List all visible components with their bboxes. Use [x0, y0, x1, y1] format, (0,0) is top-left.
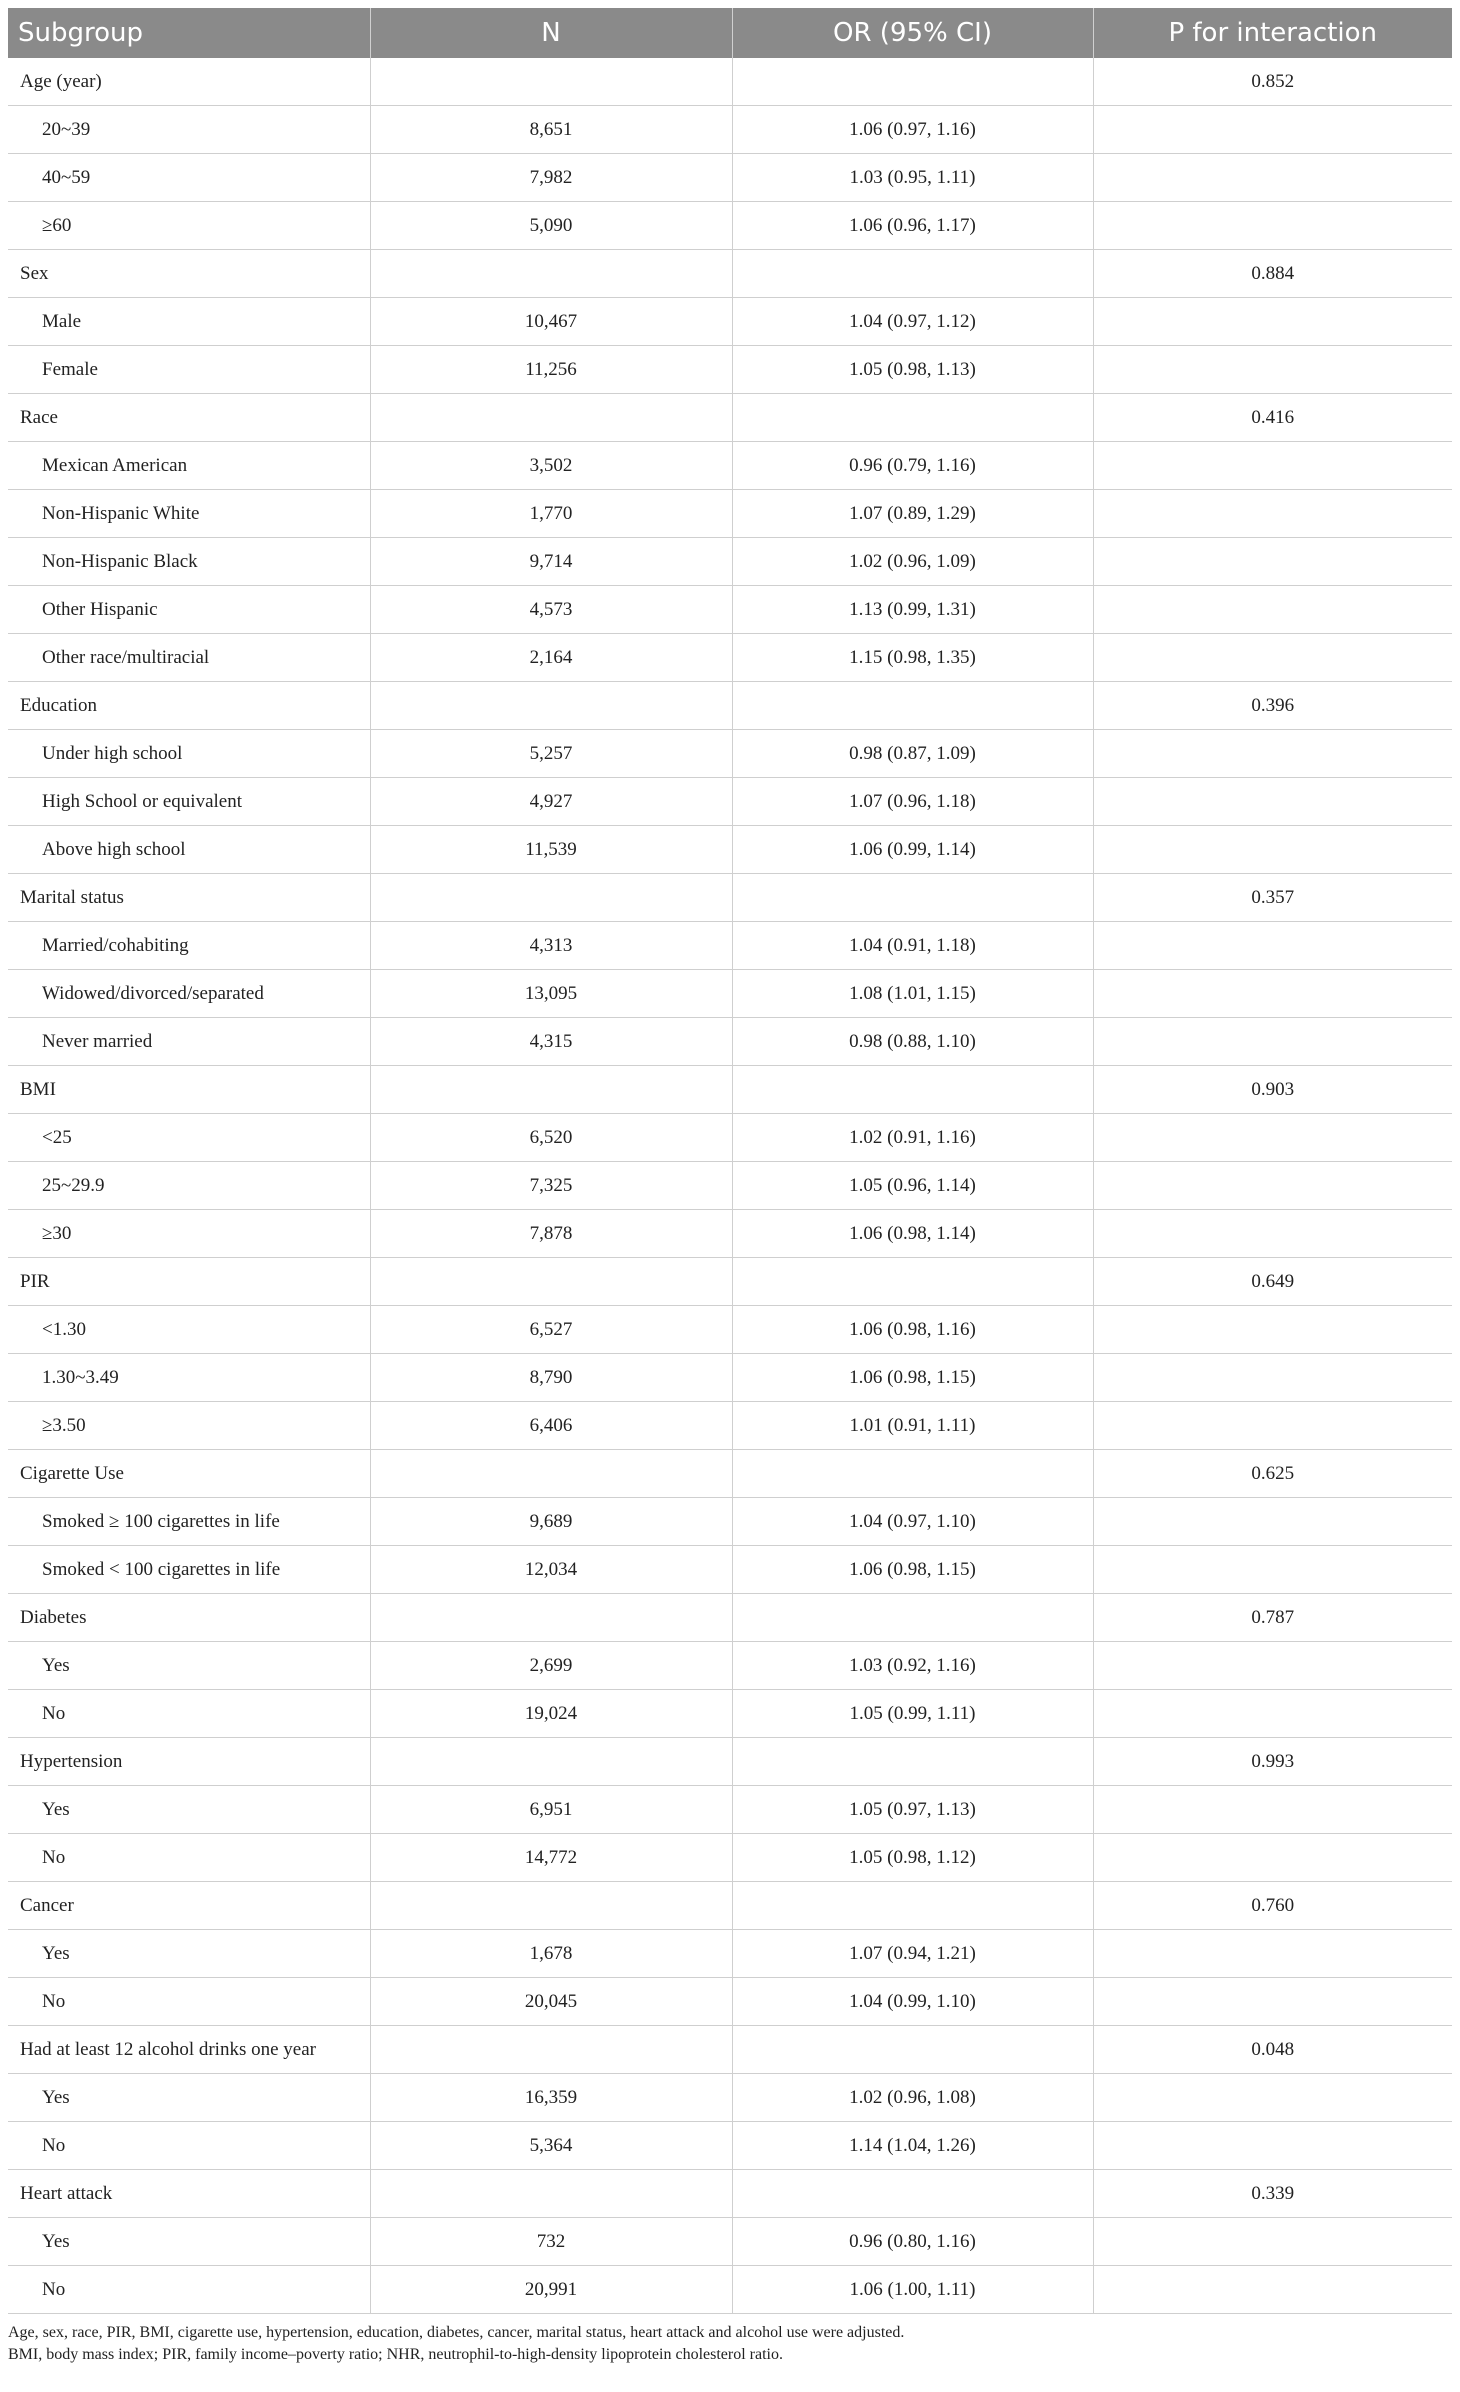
cell-n: 5,257 [370, 730, 732, 778]
table-row-subgroup [8, 586, 1452, 634]
cell-subgroup: Yes [8, 1930, 370, 1978]
cell-or-ci: 1.04 (0.91, 1.18) [732, 922, 1093, 970]
cell-n: 2,164 [370, 634, 732, 682]
cell-or-ci [732, 394, 1093, 442]
cell-p-interaction [1093, 1930, 1452, 1978]
cell-or-ci [732, 58, 1093, 106]
cell-subgroup: Under high school [8, 730, 370, 778]
cell-or-ci: 1.04 (0.97, 1.10) [732, 1498, 1093, 1546]
cell-subgroup: Heart attack [8, 2170, 370, 2218]
cell-p-interaction [1093, 970, 1452, 1018]
cell-subgroup: Age (year) [8, 58, 370, 106]
cell-n: 11,256 [370, 346, 732, 394]
cell-or-ci: 1.05 (0.96, 1.14) [732, 1162, 1093, 1210]
cell-subgroup: Other race/multiracial [8, 634, 370, 682]
cell-subgroup: <25 [8, 1114, 370, 1162]
cell-p-interaction: 0.625 [1093, 1450, 1452, 1498]
cell-p-interaction [1093, 154, 1452, 202]
table-row-category [8, 1066, 1452, 1114]
cell-or-ci: 1.04 (0.99, 1.10) [732, 1978, 1093, 2026]
cell-p-interaction [1093, 730, 1452, 778]
cell-subgroup: Male [8, 298, 370, 346]
table-row-subgroup [8, 2074, 1452, 2122]
cell-subgroup: ≥30 [8, 1210, 370, 1258]
table-row-subgroup [8, 346, 1452, 394]
cell-n [370, 1594, 732, 1642]
table-row-subgroup [8, 1114, 1452, 1162]
cell-subgroup: No [8, 1834, 370, 1882]
cell-p-interaction [1093, 1498, 1452, 1546]
cell-or-ci: 1.06 (0.98, 1.15) [732, 1546, 1093, 1594]
cell-p-interaction [1093, 442, 1452, 490]
table-row-subgroup [8, 298, 1452, 346]
cell-n [370, 1882, 732, 1930]
cell-or-ci: 0.98 (0.87, 1.09) [732, 730, 1093, 778]
cell-or-ci: 1.02 (0.96, 1.09) [732, 538, 1093, 586]
cell-p-interaction [1093, 1402, 1452, 1450]
table-row-subgroup [8, 538, 1452, 586]
cell-subgroup: Yes [8, 2218, 370, 2266]
cell-p-interaction [1093, 778, 1452, 826]
cell-or-ci: 1.05 (0.97, 1.13) [732, 1786, 1093, 1834]
table-row-category [8, 874, 1452, 922]
cell-p-interaction [1093, 826, 1452, 874]
cell-subgroup: Married/cohabiting [8, 922, 370, 970]
table-row-subgroup [8, 1162, 1452, 1210]
cell-subgroup: No [8, 1978, 370, 2026]
cell-or-ci: 1.03 (0.95, 1.11) [732, 154, 1093, 202]
cell-p-interaction: 0.416 [1093, 394, 1452, 442]
cell-subgroup: Yes [8, 1642, 370, 1690]
cell-or-ci [732, 2026, 1093, 2074]
cell-n [370, 682, 732, 730]
cell-p-interaction [1093, 1210, 1452, 1258]
table-row-subgroup [8, 1498, 1452, 1546]
cell-or-ci: 1.13 (0.99, 1.31) [732, 586, 1093, 634]
cell-subgroup: BMI [8, 1066, 370, 1114]
cell-p-interaction [1093, 1978, 1452, 2026]
cell-subgroup: Cancer [8, 1882, 370, 1930]
table-row-category [8, 1450, 1452, 1498]
cell-p-interaction [1093, 2074, 1452, 2122]
table-row-category [8, 2026, 1452, 2074]
cell-subgroup: Education [8, 682, 370, 730]
cell-n: 10,467 [370, 298, 732, 346]
table-row-subgroup [8, 1834, 1452, 1882]
cell-or-ci [732, 1738, 1093, 1786]
table-row-category [8, 58, 1452, 106]
cell-n: 5,364 [370, 2122, 732, 2170]
table-header [8, 8, 1452, 58]
cell-n [370, 2026, 732, 2074]
cell-n: 6,406 [370, 1402, 732, 1450]
table-row-category [8, 1258, 1452, 1306]
cell-p-interaction [1093, 2122, 1452, 2170]
table-row-category [8, 1738, 1452, 1786]
table-row-subgroup [8, 2122, 1452, 2170]
cell-n: 8,790 [370, 1354, 732, 1402]
cell-subgroup: <1.30 [8, 1306, 370, 1354]
cell-n: 4,315 [370, 1018, 732, 1066]
cell-p-interaction [1093, 1306, 1452, 1354]
cell-subgroup: Mexican American [8, 442, 370, 490]
cell-n [370, 1066, 732, 1114]
cell-subgroup: ≥60 [8, 202, 370, 250]
cell-subgroup: Smoked ≥ 100 cigarettes in life [8, 1498, 370, 1546]
cell-or-ci: 0.96 (0.79, 1.16) [732, 442, 1093, 490]
footnote-adjusted: Age, sex, race, PIR, BMI, cigarette use, hypertension, education, diabetes, cancer, marital status, heart attack and alcohol use were adjusted. [8, 2324, 905, 2341]
cell-or-ci: 1.06 (0.98, 1.16) [732, 1306, 1093, 1354]
cell-n: 19,024 [370, 1690, 732, 1738]
cell-n [370, 1258, 732, 1306]
table-row-subgroup [8, 490, 1452, 538]
cell-n [370, 58, 732, 106]
cell-n: 20,991 [370, 2266, 732, 2314]
cell-subgroup: ≥3.50 [8, 1402, 370, 1450]
cell-p-interaction [1093, 1642, 1452, 1690]
cell-n [370, 250, 732, 298]
cell-or-ci: 1.08 (1.01, 1.15) [732, 970, 1093, 1018]
table-row-category [8, 250, 1452, 298]
cell-or-ci: 1.06 (0.98, 1.15) [732, 1354, 1093, 1402]
cell-or-ci [732, 1066, 1093, 1114]
cell-n: 6,527 [370, 1306, 732, 1354]
cell-subgroup: 40~59 [8, 154, 370, 202]
cell-subgroup: Marital status [8, 874, 370, 922]
table-row-category [8, 2170, 1452, 2218]
cell-p-interaction: 0.852 [1093, 58, 1452, 106]
cell-or-ci: 1.01 (0.91, 1.11) [732, 1402, 1093, 1450]
cell-or-ci: 1.05 (0.99, 1.11) [732, 1690, 1093, 1738]
cell-p-interaction [1093, 1786, 1452, 1834]
table-row-subgroup [8, 778, 1452, 826]
cell-or-ci: 1.14 (1.04, 1.26) [732, 2122, 1093, 2170]
cell-subgroup: Above high school [8, 826, 370, 874]
cell-n: 3,502 [370, 442, 732, 490]
cell-n: 16,359 [370, 2074, 732, 2122]
table-row-subgroup [8, 634, 1452, 682]
cell-subgroup: Race [8, 394, 370, 442]
header-or-ci: OR (95% CI) [732, 8, 1093, 58]
cell-or-ci: 0.96 (0.80, 1.16) [732, 2218, 1093, 2266]
cell-n: 14,772 [370, 1834, 732, 1882]
cell-or-ci [732, 1594, 1093, 1642]
cell-p-interaction [1093, 1162, 1452, 1210]
cell-n: 9,714 [370, 538, 732, 586]
cell-or-ci [732, 874, 1093, 922]
cell-n [370, 874, 732, 922]
cell-p-interaction [1093, 490, 1452, 538]
cell-p-interaction: 0.396 [1093, 682, 1452, 730]
table-row-subgroup [8, 1018, 1452, 1066]
cell-subgroup: Sex [8, 250, 370, 298]
cell-or-ci: 1.04 (0.97, 1.12) [732, 298, 1093, 346]
cell-p-interaction [1093, 1018, 1452, 1066]
cell-p-interaction [1093, 586, 1452, 634]
table-row-subgroup [8, 1642, 1452, 1690]
table-row-subgroup [8, 1978, 1452, 2026]
cell-or-ci [732, 682, 1093, 730]
table-row-subgroup [8, 1546, 1452, 1594]
table-row-subgroup [8, 1402, 1452, 1450]
cell-or-ci: 1.06 (0.99, 1.14) [732, 826, 1093, 874]
cell-or-ci [732, 2170, 1093, 2218]
cell-p-interaction [1093, 106, 1452, 154]
cell-n: 7,325 [370, 1162, 732, 1210]
cell-p-interaction [1093, 1690, 1452, 1738]
cell-n: 2,699 [370, 1642, 732, 1690]
cell-n: 9,689 [370, 1498, 732, 1546]
cell-n [370, 2170, 732, 2218]
cell-n: 6,520 [370, 1114, 732, 1162]
cell-p-interaction [1093, 1354, 1452, 1402]
cell-p-interaction [1093, 298, 1452, 346]
table-row-subgroup [8, 1930, 1452, 1978]
cell-or-ci: 1.02 (0.91, 1.16) [732, 1114, 1093, 1162]
table-body [8, 58, 1452, 2314]
cell-p-interaction: 0.903 [1093, 1066, 1452, 1114]
cell-subgroup: 25~29.9 [8, 1162, 370, 1210]
cell-subgroup: Diabetes [8, 1594, 370, 1642]
table-row-subgroup [8, 106, 1452, 154]
cell-subgroup: PIR [8, 1258, 370, 1306]
cell-or-ci: 1.05 (0.98, 1.12) [732, 1834, 1093, 1882]
table-row-subgroup [8, 922, 1452, 970]
cell-n: 7,982 [370, 154, 732, 202]
cell-subgroup: Other Hispanic [8, 586, 370, 634]
cell-or-ci [732, 1450, 1093, 1498]
cell-n: 732 [370, 2218, 732, 2266]
table-row-subgroup [8, 1786, 1452, 1834]
cell-subgroup: No [8, 1690, 370, 1738]
cell-n: 4,573 [370, 586, 732, 634]
cell-p-interaction: 0.339 [1093, 2170, 1452, 2218]
cell-or-ci [732, 1882, 1093, 1930]
cell-p-interaction [1093, 538, 1452, 586]
cell-or-ci: 1.02 (0.96, 1.08) [732, 2074, 1093, 2122]
subgroup-analysis-table [8, 8, 1452, 2314]
table-row-category [8, 1882, 1452, 1930]
cell-subgroup: Had at least 12 alcohol drinks one year [8, 2026, 370, 2074]
cell-n [370, 1450, 732, 1498]
cell-p-interaction: 0.760 [1093, 1882, 1452, 1930]
cell-or-ci: 1.15 (0.98, 1.35) [732, 634, 1093, 682]
cell-subgroup: Female [8, 346, 370, 394]
cell-or-ci: 1.07 (0.96, 1.18) [732, 778, 1093, 826]
table-row-subgroup [8, 730, 1452, 778]
cell-n [370, 1738, 732, 1786]
cell-subgroup: No [8, 2266, 370, 2314]
table-row-subgroup [8, 1690, 1452, 1738]
cell-subgroup: Non-Hispanic White [8, 490, 370, 538]
table-row-category [8, 682, 1452, 730]
table-row-subgroup [8, 154, 1452, 202]
table-row-subgroup [8, 970, 1452, 1018]
table-row-category [8, 1594, 1452, 1642]
cell-subgroup: 20~39 [8, 106, 370, 154]
subgroup-table-container [8, 8, 1452, 2366]
cell-subgroup: 1.30~3.49 [8, 1354, 370, 1402]
cell-or-ci: 1.06 (0.96, 1.17) [732, 202, 1093, 250]
cell-p-interaction [1093, 634, 1452, 682]
cell-or-ci [732, 250, 1093, 298]
cell-p-interaction: 0.787 [1093, 1594, 1452, 1642]
cell-p-interaction [1093, 346, 1452, 394]
table-footnotes [8, 2322, 1452, 2366]
cell-p-interaction [1093, 1834, 1452, 1882]
cell-or-ci [732, 1258, 1093, 1306]
cell-subgroup: Widowed/divorced/separated [8, 970, 370, 1018]
cell-subgroup: Cigarette Use [8, 1450, 370, 1498]
table-row-subgroup [8, 1210, 1452, 1258]
cell-p-interaction: 0.048 [1093, 2026, 1452, 2074]
header-row [8, 8, 1452, 58]
table-row-subgroup [8, 1354, 1452, 1402]
cell-or-ci: 1.06 (0.97, 1.16) [732, 106, 1093, 154]
cell-or-ci: 1.06 (1.00, 1.11) [732, 2266, 1093, 2314]
cell-p-interaction [1093, 1546, 1452, 1594]
cell-p-interaction [1093, 922, 1452, 970]
cell-n: 1,678 [370, 1930, 732, 1978]
cell-or-ci: 1.03 (0.92, 1.16) [732, 1642, 1093, 1690]
cell-n: 6,951 [370, 1786, 732, 1834]
cell-subgroup: Smoked < 100 cigarettes in life [8, 1546, 370, 1594]
cell-subgroup: Never married [8, 1018, 370, 1066]
cell-or-ci: 1.06 (0.98, 1.14) [732, 1210, 1093, 1258]
cell-p-interaction: 0.993 [1093, 1738, 1452, 1786]
footnote-abbreviations: BMI, body mass index; PIR, family income–poverty ratio; NHR, neutrophil-to-high-density lipoprotein cholesterol ratio. [8, 2346, 783, 2363]
table-row-subgroup [8, 202, 1452, 250]
table-row-subgroup [8, 1306, 1452, 1354]
cell-p-interaction: 0.357 [1093, 874, 1452, 922]
cell-n: 12,034 [370, 1546, 732, 1594]
cell-subgroup: High School or equivalent [8, 778, 370, 826]
table-row-subgroup [8, 826, 1452, 874]
header-n: N [370, 8, 732, 58]
cell-p-interaction [1093, 2218, 1452, 2266]
cell-or-ci: 1.07 (0.89, 1.29) [732, 490, 1093, 538]
cell-subgroup: No [8, 2122, 370, 2170]
cell-subgroup: Hypertension [8, 1738, 370, 1786]
table-row-subgroup [8, 442, 1452, 490]
cell-n [370, 394, 732, 442]
cell-p-interaction [1093, 202, 1452, 250]
cell-n: 8,651 [370, 106, 732, 154]
cell-p-interaction [1093, 1114, 1452, 1162]
cell-or-ci: 0.98 (0.88, 1.10) [732, 1018, 1093, 1066]
header-p-interaction: P for interaction [1093, 8, 1452, 58]
cell-n: 11,539 [370, 826, 732, 874]
cell-p-interaction [1093, 2266, 1452, 2314]
table-row-subgroup [8, 2266, 1452, 2314]
cell-n: 7,878 [370, 1210, 732, 1258]
header-subgroup: Subgroup [8, 8, 370, 58]
cell-n: 4,313 [370, 922, 732, 970]
cell-or-ci: 1.05 (0.98, 1.13) [732, 346, 1093, 394]
cell-p-interaction: 0.884 [1093, 250, 1452, 298]
table-row-category [8, 394, 1452, 442]
cell-n: 1,770 [370, 490, 732, 538]
cell-n: 13,095 [370, 970, 732, 1018]
cell-subgroup: Yes [8, 1786, 370, 1834]
table-row-subgroup [8, 2218, 1452, 2266]
cell-p-interaction: 0.649 [1093, 1258, 1452, 1306]
cell-subgroup: Yes [8, 2074, 370, 2122]
cell-subgroup: Non-Hispanic Black [8, 538, 370, 586]
cell-n: 4,927 [370, 778, 732, 826]
cell-or-ci: 1.07 (0.94, 1.21) [732, 1930, 1093, 1978]
cell-n: 20,045 [370, 1978, 732, 2026]
cell-n: 5,090 [370, 202, 732, 250]
